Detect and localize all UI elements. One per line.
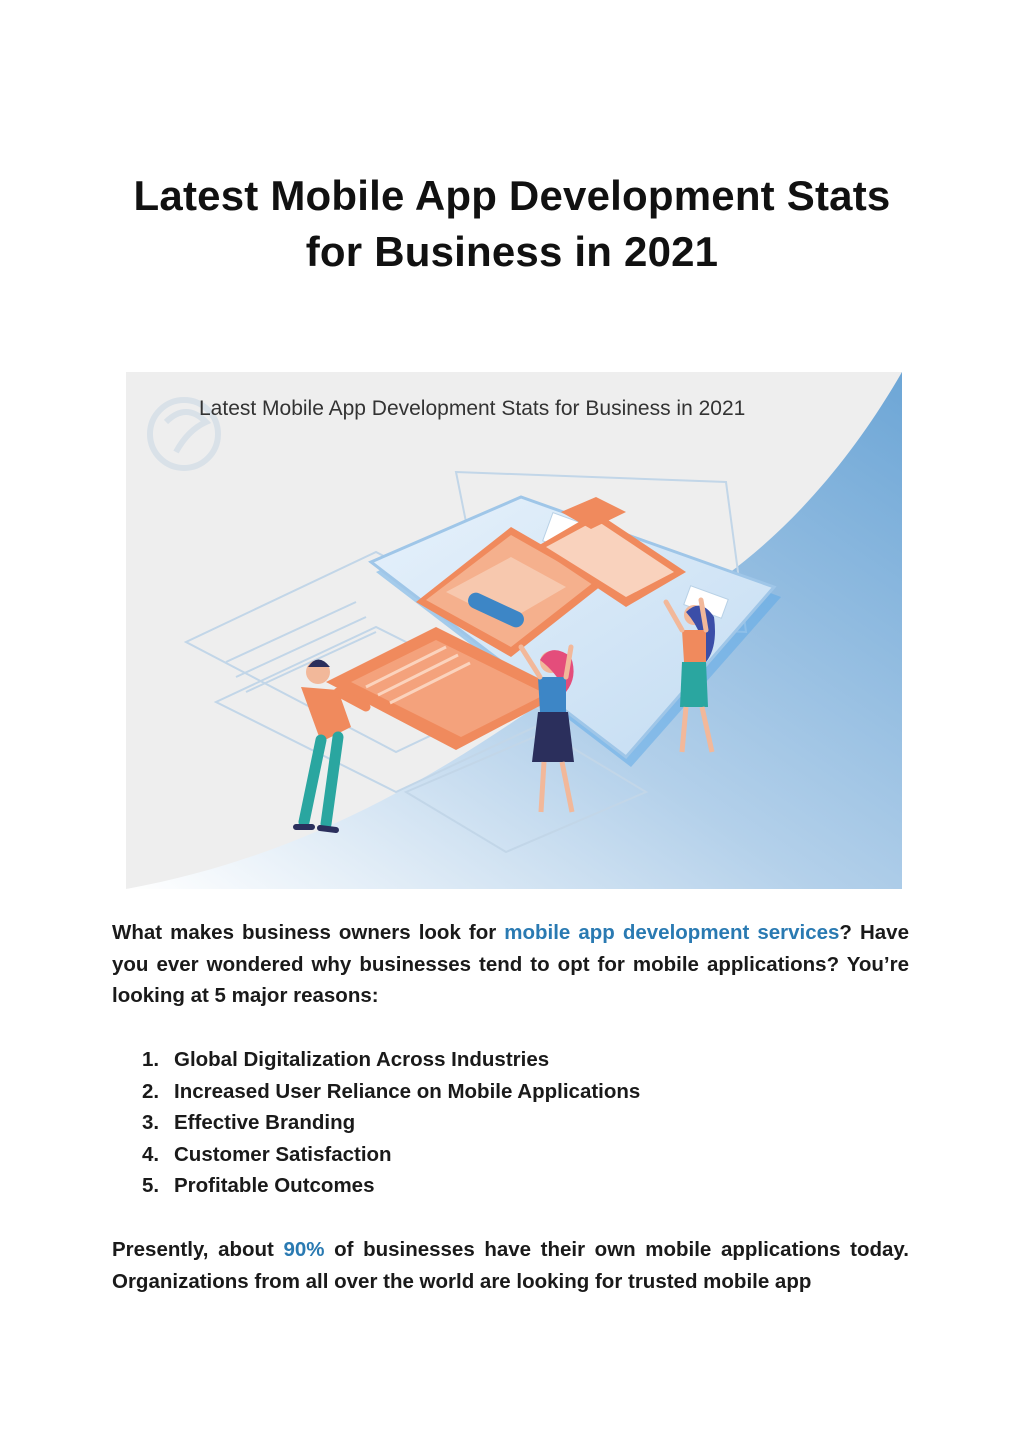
- hero-image: [126, 372, 902, 889]
- intro-paragraph: [112, 917, 909, 1012]
- list-item-text: Effective Branding: [174, 1111, 356, 1135]
- reasons-list: [142, 1044, 640, 1202]
- intro-text-start: What makes business owners look for: [112, 921, 505, 944]
- closing-text-start: Presently, about: [112, 1238, 284, 1261]
- list-item: [142, 1107, 640, 1139]
- list-item: [142, 1139, 640, 1171]
- closing-paragraph: [112, 1234, 909, 1297]
- stat-90-percent: 90%: [283, 1238, 325, 1261]
- list-item-number: 4.: [142, 1142, 160, 1166]
- list-item: [142, 1044, 640, 1076]
- banner-text: Latest Mobile App Development Stats for Business in 2021: [199, 397, 746, 420]
- list-item-number: 2.: [142, 1079, 160, 1103]
- list-item-number: 5.: [142, 1174, 160, 1198]
- list-item-text: Increased User Reliance on Mobile Applications: [174, 1079, 641, 1103]
- list-item: [142, 1170, 640, 1202]
- page-title-line-1: Latest Mobile App Development Stats: [133, 172, 891, 219]
- mobile-app-development-services-link[interactable]: mobile app development services: [504, 921, 840, 944]
- list-item-number: 1.: [142, 1048, 160, 1071]
- page-title: [60, 168, 964, 280]
- intro-text-end: ? Have you ever wondered why businesses tend to opt for mobile applications? You’re looking at 5 major reasons:: [112, 921, 909, 1008]
- list-item-number: 3.: [142, 1111, 160, 1135]
- list-item-text: Profitable Outcomes: [174, 1174, 375, 1198]
- closing-text-end: of businesses have their own mobile applications today. Organizations from all over the world are looking for trusted mobile app: [112, 1238, 909, 1293]
- list-item-text: Customer Satisfaction: [174, 1142, 392, 1166]
- page-title-line-2: for Business in 2021: [305, 228, 719, 275]
- list-item: [142, 1076, 640, 1108]
- list-item-text: Global Digitalization Across Industries: [174, 1048, 550, 1071]
